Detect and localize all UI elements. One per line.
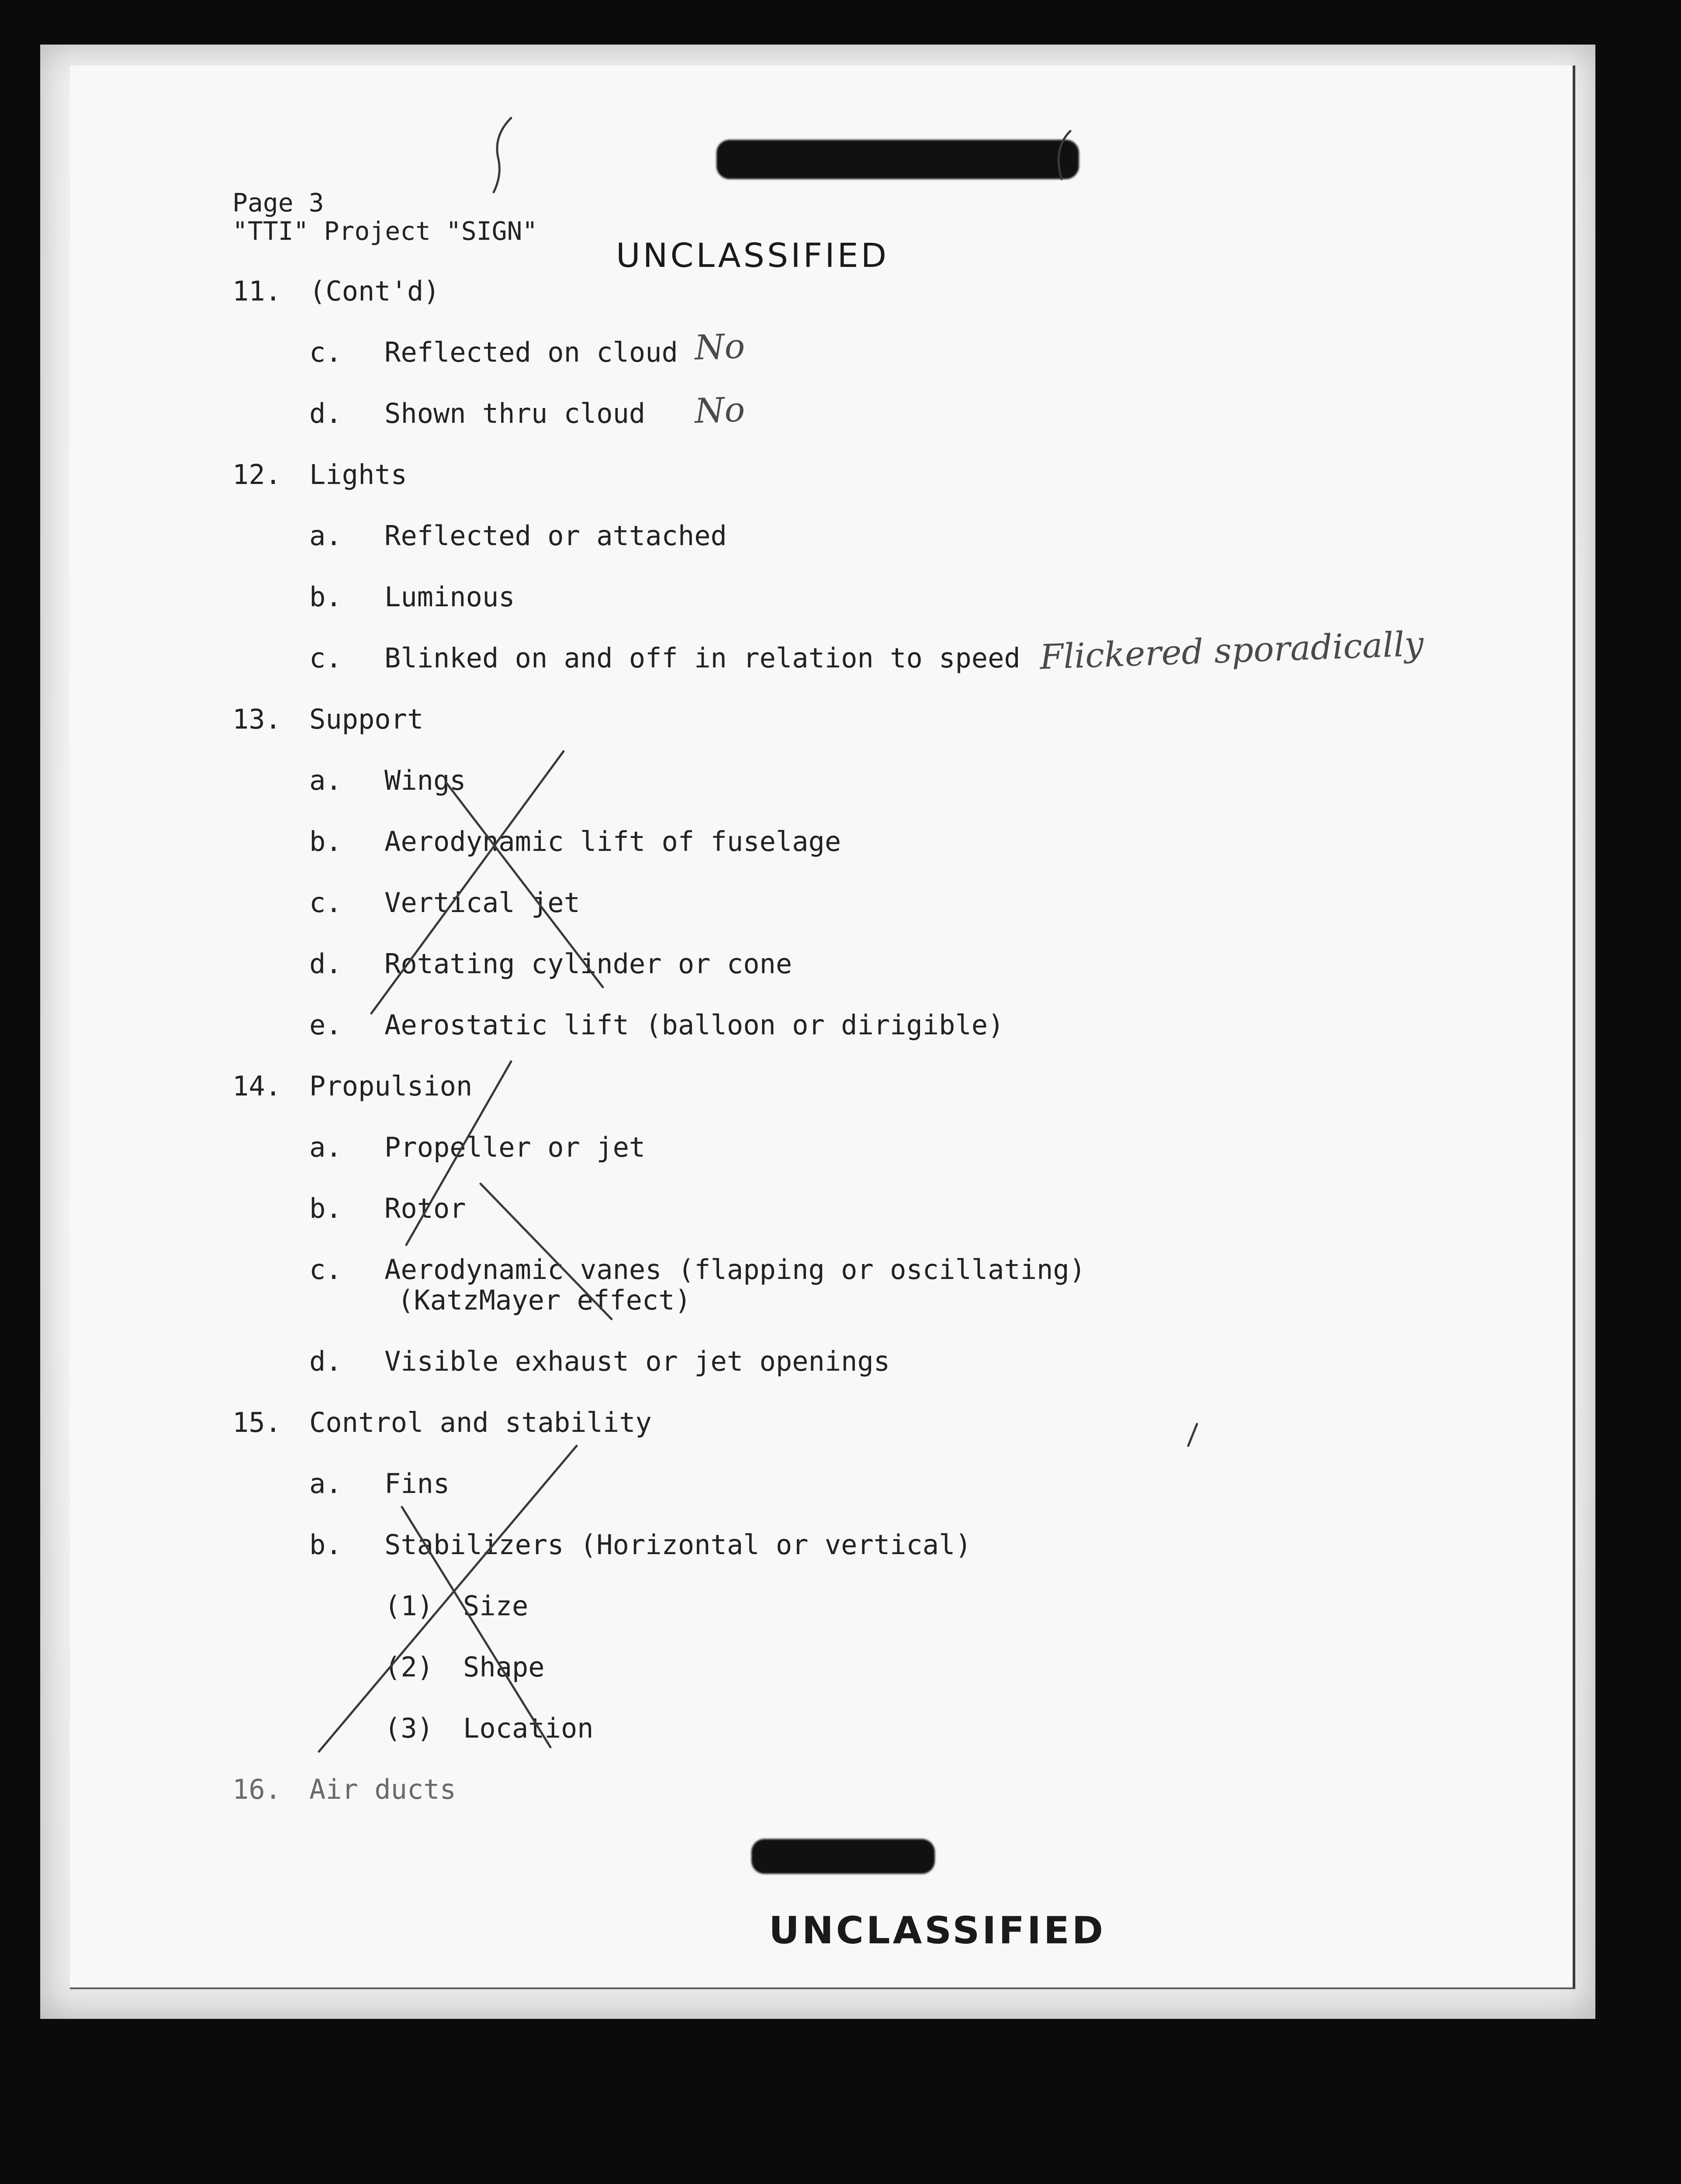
item-15a-text: Fins — [384, 1468, 450, 1500]
handwritten-note-11d: No — [694, 390, 746, 431]
item-15b3-letter: (3) — [384, 1712, 433, 1744]
section-11-number: 11. — [232, 275, 281, 307]
section-13-title: Support — [309, 703, 424, 735]
item-12b-letter: b. — [309, 581, 342, 613]
item-14c-letter: c. — [309, 1254, 342, 1286]
strike-propulsion-1 — [406, 1061, 511, 1245]
item-13d-letter: d. — [309, 948, 342, 980]
handwritten-cross-marks — [70, 66, 1573, 1987]
item-13e-text: Aerostatic lift (balloon or dirigible) — [384, 1009, 1004, 1041]
item-13a-letter: a. — [309, 764, 342, 796]
classification-stamp-bottom: UNCLASSIFIED — [769, 1909, 1106, 1952]
item-15b-text: Stabilizers (Horizontal or vertical) — [384, 1529, 972, 1561]
item-15b2-letter: (2) — [384, 1651, 433, 1683]
item-14b-letter: b. — [309, 1192, 342, 1224]
strike-propulsion-2 — [481, 1184, 612, 1319]
item-13c-text: Vertical jet — [384, 887, 580, 919]
pencil-tick-right — [1188, 1424, 1197, 1446]
section-12-number: 12. — [232, 459, 281, 491]
strike-support-2 — [446, 782, 603, 987]
item-14c-text: Aerodynamic vanes (flapping or oscillating) — [384, 1254, 1086, 1286]
section-12-title: Lights — [309, 459, 407, 491]
item-15a-letter: a. — [309, 1468, 342, 1500]
strike-support-1 — [371, 751, 564, 1013]
item-15b1-letter: (1) — [384, 1590, 433, 1622]
classification-stamp-top: UNCLASSIFIED — [616, 236, 889, 275]
item-13c-letter: c. — [309, 887, 342, 919]
document-page — [70, 66, 1575, 1989]
project-title: "TTI" Project "SIGN" — [232, 216, 538, 246]
item-15b3-text: Location — [463, 1712, 594, 1744]
item-14d-letter: d. — [309, 1345, 342, 1377]
item-12a-text: Reflected or attached — [384, 520, 727, 552]
item-13d-text: Rotating cylinder or cone — [384, 948, 792, 980]
item-12a-letter: a. — [309, 520, 342, 552]
bracket-mark-top-right — [1058, 131, 1070, 179]
item-12b-text: Luminous — [384, 581, 515, 613]
bracket-mark-top-left — [494, 118, 511, 192]
item-11d-letter: d. — [309, 397, 342, 429]
item-14d-text: Visible exhaust or jet openings — [384, 1345, 890, 1377]
section-15-title: Control and stability — [309, 1406, 652, 1438]
section-14-number: 14. — [232, 1070, 281, 1102]
item-14a-letter: a. — [309, 1131, 342, 1163]
handwritten-note-12c: Flickered sporadically — [1039, 624, 1425, 677]
item-13b-letter: b. — [309, 826, 342, 857]
section-14-title: Propulsion — [309, 1070, 473, 1102]
item-11c-text: Reflected on cloud — [384, 336, 678, 368]
section-15-number: 15. — [232, 1406, 281, 1438]
page-number: Page 3 — [232, 188, 324, 218]
handwritten-note-11c: No — [694, 327, 746, 368]
item-14b-text: Rotor — [384, 1192, 466, 1224]
section-16-number: 16. — [232, 1773, 281, 1805]
item-15b2-text: Shape — [463, 1651, 545, 1683]
item-12c-text: Blinked on and off in relation to speed — [384, 642, 1020, 674]
item-11d-text: Shown thru cloud — [384, 397, 646, 429]
item-14c-text-continued: (KatzMayer effect) — [398, 1284, 691, 1316]
item-13e-letter: e. — [309, 1009, 342, 1041]
item-14a-text: Propeller or jet — [384, 1131, 646, 1163]
section-13-number: 13. — [232, 703, 281, 735]
item-12c-letter: c. — [309, 642, 342, 674]
item-15b1-text: Size — [463, 1590, 529, 1622]
item-11c-letter: c. — [309, 336, 342, 368]
item-15b-letter: b. — [309, 1529, 342, 1561]
section-16-title: Air ducts — [309, 1773, 456, 1805]
item-13b-text: Aerodynamic lift of fuselage — [384, 826, 841, 857]
strike-control-1 — [319, 1446, 577, 1752]
section-11-title: (Cont'd) — [309, 275, 440, 307]
item-13a-text: Wings — [384, 764, 466, 796]
